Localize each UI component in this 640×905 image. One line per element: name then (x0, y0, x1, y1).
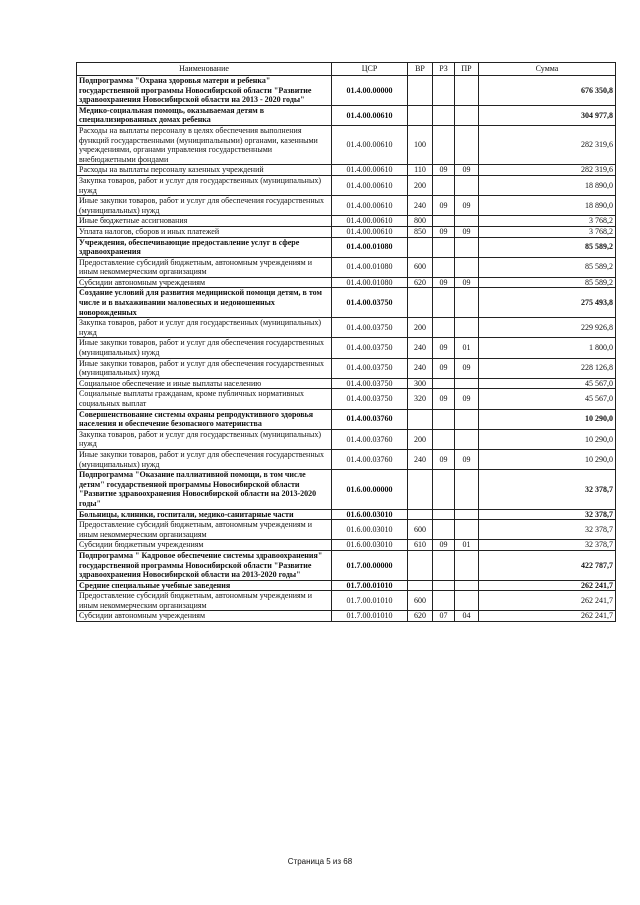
cell-pr (455, 509, 479, 520)
table-row (77, 226, 616, 237)
cell-vr (408, 288, 433, 318)
cell-name: Субсидии автономным учреждениям (77, 277, 332, 288)
cell-csr: 01.4.00.03750 (332, 338, 408, 358)
cell-name: Учреждения, обеспечивающие предоставление услуг в сфере здравоохранения (77, 237, 332, 257)
cell-rz: 09 (433, 338, 455, 358)
cell-pr: 09 (455, 226, 479, 237)
cell-csr: 01.4.00.03760 (332, 409, 408, 429)
cell-vr: 200 (408, 318, 433, 338)
cell-vr: 240 (408, 338, 433, 358)
cell-sum: 18 890,0 (479, 196, 616, 216)
cell-pr: 04 (455, 611, 479, 622)
cell-rz: 09 (433, 449, 455, 469)
table-row (77, 520, 616, 540)
cell-name: Расходы на выплаты персоналу казенных учреждений (77, 165, 332, 176)
cell-sum: 3 768,2 (479, 226, 616, 237)
cell-rz (433, 288, 455, 318)
cell-rz (433, 257, 455, 277)
header-csr: ЦСР (332, 63, 408, 76)
cell-rz (433, 125, 455, 164)
cell-sum: 45 567,0 (479, 389, 616, 409)
cell-csr: 01.4.00.03750 (332, 389, 408, 409)
table-row (77, 196, 616, 216)
cell-pr (455, 520, 479, 540)
table-row (77, 125, 616, 164)
cell-rz (433, 520, 455, 540)
cell-csr: 01.4.00.00610 (332, 175, 408, 195)
cell-rz: 07 (433, 611, 455, 622)
cell-vr (408, 76, 433, 106)
cell-rz: 09 (433, 358, 455, 378)
cell-name: Создание условий для развития медицинской помощи детям, в том числе и в выхаживании маловесных и недоношенных новорожденных (77, 288, 332, 318)
table-row (77, 509, 616, 520)
cell-csr: 01.4.00.03760 (332, 429, 408, 449)
cell-vr: 320 (408, 389, 433, 409)
cell-pr (455, 318, 479, 338)
cell-vr: 300 (408, 378, 433, 389)
cell-pr: 09 (455, 196, 479, 216)
cell-rz (433, 409, 455, 429)
cell-vr: 610 (408, 540, 433, 551)
cell-pr (455, 105, 479, 125)
cell-vr (408, 550, 433, 580)
table-row (77, 591, 616, 611)
table-row (77, 76, 616, 106)
table-row (77, 378, 616, 389)
cell-sum: 262 241,7 (479, 611, 616, 622)
header-pr: ПР (455, 63, 479, 76)
cell-rz: 09 (433, 196, 455, 216)
cell-name: Закупка товаров, работ и услуг для государственных (муниципальных) нужд (77, 429, 332, 449)
cell-pr (455, 591, 479, 611)
cell-vr: 240 (408, 196, 433, 216)
cell-vr (408, 409, 433, 429)
cell-sum: 422 787,7 (479, 550, 616, 580)
cell-vr (408, 470, 433, 509)
cell-csr: 01.4.00.03750 (332, 378, 408, 389)
table-row (77, 470, 616, 509)
cell-name: Социальное обеспечение и иные выплаты населению (77, 378, 332, 389)
cell-csr: 01.4.00.03760 (332, 449, 408, 469)
cell-name: Подпрограмма "Охрана здоровья матери и ребенка" государственной программы Новосибирской области "Развитие здравоохранения Новосибирской области на 2013 - 2020 годы" (77, 76, 332, 106)
cell-sum: 282 319,6 (479, 125, 616, 164)
cell-pr: 09 (455, 449, 479, 469)
table-row (77, 216, 616, 227)
cell-name: Уплата налогов, сборов и иных платежей (77, 226, 332, 237)
cell-vr: 110 (408, 165, 433, 176)
cell-pr (455, 580, 479, 591)
cell-pr: 09 (455, 358, 479, 378)
cell-pr: 09 (455, 277, 479, 288)
table-row (77, 409, 616, 429)
cell-sum: 275 493,8 (479, 288, 616, 318)
table-row (77, 105, 616, 125)
cell-rz (433, 550, 455, 580)
cell-sum: 85 589,2 (479, 257, 616, 277)
cell-csr: 01.6.00.00000 (332, 470, 408, 509)
cell-vr: 620 (408, 611, 433, 622)
cell-pr: 01 (455, 540, 479, 551)
cell-sum: 262 241,7 (479, 591, 616, 611)
cell-sum: 32 378,7 (479, 509, 616, 520)
cell-vr: 100 (408, 125, 433, 164)
cell-sum: 3 768,2 (479, 216, 616, 227)
cell-name: Иные закупки товаров, работ и услуг для обеспечения государственных (муниципальных) нужд (77, 449, 332, 469)
cell-name: Больницы, клиники, госпитали, медико-санитарные части (77, 509, 332, 520)
cell-name: Подпрограмма "Оказание паллиативной помощи, в том числе детям" государственной программы Новосибирской области "Развитие здравоохранения Новосибирской области на 2013-2020 годы" (77, 470, 332, 509)
cell-vr: 620 (408, 277, 433, 288)
table-row (77, 237, 616, 257)
cell-name: Закупка товаров, работ и услуг для государственных (муниципальных) нужд (77, 318, 332, 338)
table-row (77, 277, 616, 288)
cell-sum: 282 319,6 (479, 165, 616, 176)
cell-csr: 01.4.00.01080 (332, 277, 408, 288)
cell-name: Подпрограмма " Кадровое обеспечение системы здравоохранения" государственной программы Новосибирской области "Развитие здравоохранения Новосибирской области на 2013-2020 годы" (77, 550, 332, 580)
cell-rz (433, 318, 455, 338)
cell-name: Предоставление субсидий бюджетным, автономным учреждениям и иным некоммерческим организациям (77, 591, 332, 611)
cell-sum: 304 977,8 (479, 105, 616, 125)
table-header-row (77, 63, 616, 76)
table-row (77, 580, 616, 591)
cell-sum: 676 350,8 (479, 76, 616, 106)
cell-vr: 800 (408, 216, 433, 227)
cell-rz (433, 105, 455, 125)
cell-name: Расходы на выплаты персоналу в целях обеспечения выполнения функций государственными (муниципальными) органами, казенными учреждениями, органами управления государственными внебюджетными фондами (77, 125, 332, 164)
cell-name: Субсидии бюджетным учреждениям (77, 540, 332, 551)
cell-csr: 01.4.00.00610 (332, 196, 408, 216)
cell-rz (433, 237, 455, 257)
header-vr: ВР (408, 63, 433, 76)
cell-vr: 600 (408, 520, 433, 540)
cell-vr (408, 237, 433, 257)
table-row (77, 358, 616, 378)
table-row (77, 550, 616, 580)
cell-csr: 01.7.00.01010 (332, 580, 408, 591)
table-row (77, 540, 616, 551)
cell-rz (433, 175, 455, 195)
table-body (77, 76, 616, 622)
cell-vr: 600 (408, 257, 433, 277)
cell-pr (455, 237, 479, 257)
cell-vr (408, 105, 433, 125)
cell-csr: 01.6.00.03010 (332, 509, 408, 520)
cell-sum: 10 290,0 (479, 449, 616, 469)
cell-rz (433, 470, 455, 509)
cell-vr: 200 (408, 175, 433, 195)
cell-rz (433, 216, 455, 227)
cell-csr: 01.4.00.00000 (332, 76, 408, 106)
cell-vr: 600 (408, 591, 433, 611)
cell-rz (433, 580, 455, 591)
cell-csr: 01.4.00.00610 (332, 216, 408, 227)
cell-name: Медико-социальная помощь, оказываемая детям в специализированных домах ребенка (77, 105, 332, 125)
cell-sum: 32 378,7 (479, 470, 616, 509)
cell-pr (455, 125, 479, 164)
cell-name: Иные закупки товаров, работ и услуг для обеспечения государственных (муниципальных) нужд (77, 358, 332, 378)
table-row (77, 338, 616, 358)
cell-csr: 01.4.00.01080 (332, 257, 408, 277)
cell-pr: 09 (455, 165, 479, 176)
cell-rz: 09 (433, 389, 455, 409)
cell-rz (433, 429, 455, 449)
cell-sum: 85 589,2 (479, 237, 616, 257)
cell-sum: 32 378,7 (479, 520, 616, 540)
table-row (77, 611, 616, 622)
page-number: Страница 5 из 68 (287, 857, 353, 866)
cell-name: Средние специальные учебные заведения (77, 580, 332, 591)
cell-name: Совершенствование системы охраны репродуктивного здоровья населения и обеспечение безопасного материнства (77, 409, 332, 429)
cell-name: Иные закупки товаров, работ и услуг для обеспечения государственных (муниципальных) нужд (77, 196, 332, 216)
cell-pr (455, 429, 479, 449)
cell-vr: 200 (408, 429, 433, 449)
cell-sum: 32 378,7 (479, 540, 616, 551)
cell-pr (455, 378, 479, 389)
cell-sum: 18 890,0 (479, 175, 616, 195)
cell-csr: 01.6.00.03010 (332, 540, 408, 551)
cell-rz: 09 (433, 540, 455, 551)
cell-rz (433, 509, 455, 520)
cell-pr (455, 76, 479, 106)
table-row (77, 429, 616, 449)
cell-name: Субсидии автономным учреждениям (77, 611, 332, 622)
cell-pr (455, 288, 479, 318)
cell-name: Социальные выплаты гражданам, кроме публичных нормативных социальных выплат (77, 389, 332, 409)
budget-table (76, 62, 616, 622)
table-row (77, 257, 616, 277)
cell-csr: 01.4.00.00610 (332, 105, 408, 125)
cell-rz (433, 591, 455, 611)
cell-sum: 45 567,0 (479, 378, 616, 389)
cell-sum: 85 589,2 (479, 277, 616, 288)
cell-vr: 850 (408, 226, 433, 237)
cell-csr: 01.7.00.01010 (332, 591, 408, 611)
cell-sum: 229 926,8 (479, 318, 616, 338)
cell-vr (408, 509, 433, 520)
cell-csr: 01.6.00.03010 (332, 520, 408, 540)
table-row (77, 165, 616, 176)
cell-sum: 228 126,8 (479, 358, 616, 378)
cell-csr: 01.4.00.00610 (332, 165, 408, 176)
cell-csr: 01.4.00.03750 (332, 358, 408, 378)
cell-csr: 01.4.00.00610 (332, 125, 408, 164)
cell-pr: 01 (455, 338, 479, 358)
cell-csr: 01.7.00.00000 (332, 550, 408, 580)
cell-pr: 09 (455, 389, 479, 409)
cell-name: Предоставление субсидий бюджетным, автономным учреждениям и иным некоммерческим организациям (77, 520, 332, 540)
cell-name: Предоставление субсидий бюджетным, автономным учреждениям и иным некоммерческим организациям (77, 257, 332, 277)
cell-rz (433, 76, 455, 106)
cell-csr: 01.4.00.00610 (332, 226, 408, 237)
cell-vr: 240 (408, 449, 433, 469)
table-row (77, 175, 616, 195)
cell-vr (408, 580, 433, 591)
cell-name: Закупка товаров, работ и услуг для государственных (муниципальных) нужд (77, 175, 332, 195)
cell-csr: 01.4.00.03750 (332, 318, 408, 338)
cell-pr (455, 409, 479, 429)
cell-sum: 10 290,0 (479, 429, 616, 449)
header-sum: Сумма (479, 63, 616, 76)
cell-rz: 09 (433, 277, 455, 288)
table-row (77, 288, 616, 318)
cell-rz (433, 378, 455, 389)
header-name: Наименование (77, 63, 332, 76)
cell-csr: 01.4.00.03750 (332, 288, 408, 318)
cell-pr (455, 257, 479, 277)
header-rz: РЗ (433, 63, 455, 76)
cell-pr (455, 470, 479, 509)
cell-pr (455, 216, 479, 227)
cell-name: Иные закупки товаров, работ и услуг для обеспечения государственных (муниципальных) нужд (77, 338, 332, 358)
cell-sum: 10 290,0 (479, 409, 616, 429)
cell-name: Иные бюджетные ассигнования (77, 216, 332, 227)
cell-sum: 1 800,0 (479, 338, 616, 358)
table-row (77, 389, 616, 409)
cell-pr (455, 175, 479, 195)
cell-csr: 01.7.00.01010 (332, 611, 408, 622)
cell-vr: 240 (408, 358, 433, 378)
cell-rz: 09 (433, 226, 455, 237)
table-row (77, 318, 616, 338)
cell-rz: 09 (433, 165, 455, 176)
cell-pr (455, 550, 479, 580)
table-row (77, 449, 616, 469)
cell-csr: 01.4.00.01080 (332, 237, 408, 257)
cell-sum: 262 241,7 (479, 580, 616, 591)
